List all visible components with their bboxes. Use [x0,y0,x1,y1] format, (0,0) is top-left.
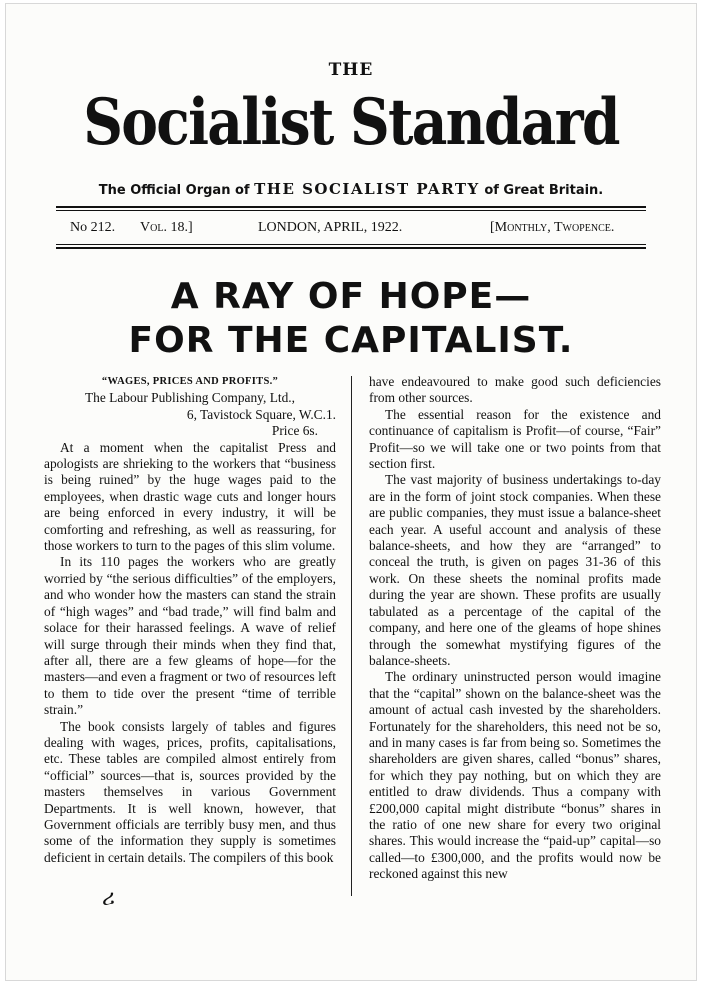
review-title: “WAGES, PRICES AND PROFITS.” [101,376,279,387]
right-paragraph: The essential reason for the existence and continuance of capitalism is Profit—of course, “Fair” Profit—so we will take one or two points from that section first. [369,406,661,472]
issue-date: LONDON, APRIL, 1922. [258,220,403,235]
column-divider [351,376,352,896]
headline-line-1: A RAY OF HOPE— [170,276,532,317]
masthead-the: THE [328,60,374,80]
review-price: Price 6s. [271,423,318,439]
organ-suffix: of Great Britain. [484,183,604,198]
organ-prefix: The Official Organ of [98,183,250,198]
left-column [44,374,336,866]
review-publisher: The Labour Publishing Company, Ltd., [84,390,295,406]
pen-mark: ሪ [102,886,115,911]
masthead-title: Socialist Standard [83,85,619,160]
top-rule-thin [56,210,646,211]
bottom-rule-thin [56,244,646,245]
issue-number: No 212. [70,220,116,235]
left-paragraph: The book consists largely of tables and figures dealing with wages, prices, profits, capitalisations, etc. These tables are compiled almost entirely from “official” sources—that is, sources provided by the masters themselves in various Government Departments. It is well known, however, that Government officials are terribly busy men, and thus some of the information they supply is sometimes deficient in certain details. The compilers of this book [44,718,336,865]
headline-line-2: FOR THE CAPITALIST. [128,320,574,361]
right-paragraph: The ordinary uninstructed person would imagine that the “capital” shown on the balance-sheet was the amount of actual cash invested by the shareholders. Fortunately for the shareholders, this need not be so, and in many cases is far from being so. Sometimes the shareholders are given shares, called “bonus” shares, for which they pay nothing, but on which they are entitled to draw dividends. Thus a company with £200,000 capital might distribute “bonus” shares in the ratio of one new share for every two original shares. This would increase the “paid-up” capital—so called—to £300,000, and the profits would now be reckoned against this new [369,669,661,882]
right-paragraph: have endeavoured to make good such deficiencies from other sources. [369,374,661,406]
left-paragraph: At a moment when the capitalist Press and apologists are shrieking to the workers that “business is being ruined” by the huge wages paid to the employees, when drastic wage cuts and longer hours are being enforced in every industry, it will be comforting and refreshing, as well as reassuring, for those workers to turn to the pages of this slim volume. [44,439,336,554]
left-paragraph: In its 110 pages the workers who are greatly worried by “the serious difficulties” of the employers, and who wonder how the masters can stand the strain of “high wages” and “bad trade,” will find balm and solace for their harassed feelings. A wave of relief will surge through their minds when they find that, after all, there are a few gleams of hope—for the masters—and even a fragment or two of resources left to them to tide over the present “time of terrible strain.” [44,554,336,718]
issue-volume: Vol. 18.] [140,220,193,235]
issue-price: [Monthly, Twopence. [490,220,615,235]
right-column [369,374,661,883]
bottom-rule [56,247,646,249]
review-address: 6, Tavistock Square, W.C.1. [186,406,336,422]
right-paragraph: The vast majority of business undertakings to-day are in the form of joint stock companies. When these are public companies, they must issue a balance-sheet each year. A useful account and analysis of these balance-sheets, and how they are “arranged” to conceal the truth, is given on pages 31-36 of this work. On these sheets the nominal profits made during the year are shown. These profits are usually tabulated as a percentage of the capital of the company, and here one of the gleams of hope shines through the somewhat mystifying figures of the balance-sheets. [369,472,661,668]
top-rule [56,206,646,208]
organ-line [0,180,702,198]
organ-party: THE SOCIALIST PARTY [254,180,480,198]
